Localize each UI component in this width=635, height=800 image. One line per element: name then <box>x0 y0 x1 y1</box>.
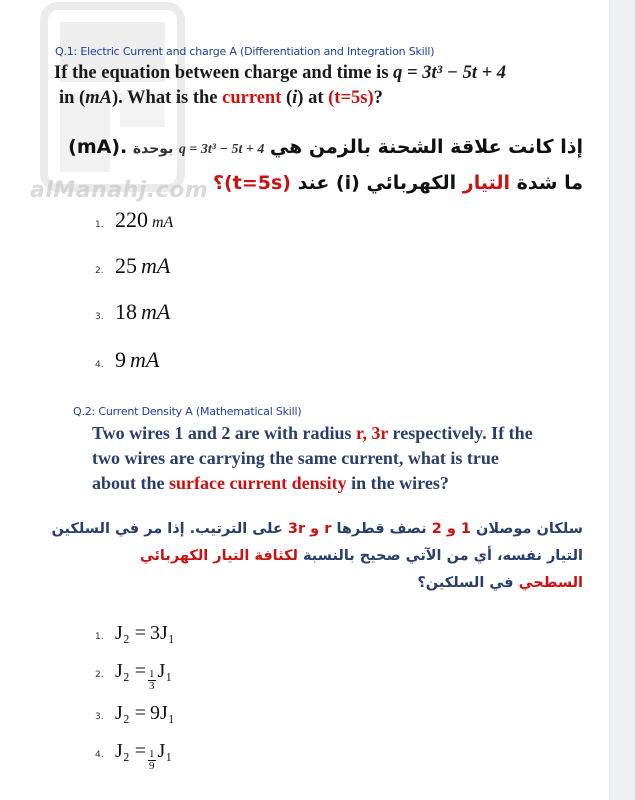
option-value: 9 <box>115 347 126 372</box>
q2-arabic-line-1 <box>51 521 583 537</box>
q2-english-line-1 <box>92 423 533 444</box>
q1-symbol-i: i <box>292 88 298 108</box>
q1-line2-mid3: ) at <box>297 88 329 108</box>
watermark-text: alManahj.com <box>30 178 209 203</box>
option-rhs: J₁ <box>157 660 173 682</box>
option-number: 3. <box>95 712 104 722</box>
q2-ar-line2-a: التيار نفسه، أي من الآتي صحيح بالنسبة <box>303 548 583 564</box>
option-rhs: J₁ <box>160 702 175 724</box>
q1-line2-pre: in ( <box>59 88 86 108</box>
q1-label: Q.1: Electric Current and charge A (Differentiation and Integration Skill) <box>55 45 435 58</box>
option-unit: mA <box>130 347 160 372</box>
fraction-denominator: 9 <box>149 760 155 772</box>
q1-option-2[interactable] <box>95 253 170 279</box>
q1-english-line-1 <box>54 63 506 84</box>
option-lhs: J₂ = <box>115 702 147 724</box>
q1-ar-line2-a: ما شدة <box>516 172 583 194</box>
q1-line2-mid2: ( <box>281 88 293 108</box>
option-coefficient: 3 <box>150 622 161 644</box>
q2-option-2[interactable] <box>95 660 172 692</box>
q1-option-1[interactable] <box>95 207 173 233</box>
q2-keyword-radius: r, 3r <box>356 423 389 443</box>
option-number: 1. <box>95 632 104 642</box>
q1-keyword-time: (t=5s) <box>328 88 374 108</box>
option-number: 4. <box>95 750 104 760</box>
option-value: 18 <box>115 299 137 324</box>
q1-line2-end: ? <box>373 88 383 108</box>
option-coefficient: 9 <box>150 702 161 724</box>
page-right-margin <box>609 0 635 800</box>
q2-arabic-line-3 <box>417 575 583 591</box>
option-value: 220 <box>115 207 148 232</box>
q1-line1-text: If the equation between charge and time is <box>54 63 394 83</box>
option-number: 4. <box>95 360 104 370</box>
q1-arabic-line-1 <box>68 136 583 158</box>
q2-ar-keyword-density: لكثافة التيار الكهربائي <box>139 548 298 564</box>
q1-option-3[interactable] <box>95 299 170 325</box>
q2-line3-a: about the <box>92 473 170 493</box>
option-unit: mA <box>152 214 174 231</box>
option-rhs: J₁ <box>157 740 173 762</box>
q2-line1-a: Two wires 1 and 2 are with radius <box>92 423 357 443</box>
q2-english-line-2: two wires are carrying the same current, what is true <box>92 448 499 468</box>
q2-option-3[interactable] <box>95 702 175 725</box>
q1-ar-unit: (mA). <box>68 136 128 158</box>
option-unit: mA <box>141 299 171 324</box>
q2-line1-b: respectively. If the <box>388 423 533 443</box>
q2-english-line-3 <box>92 473 449 494</box>
q2-ar-line3-b: في السلكين؟ <box>417 575 514 591</box>
option-number: 2. <box>95 266 104 276</box>
q1-unit: mA <box>85 88 112 108</box>
option-lhs: J₂ = <box>115 740 147 762</box>
q1-ar-line2-b: الكهربائي (i) عند <box>297 172 457 194</box>
q2-ar-radius: r و 3r <box>287 521 332 537</box>
option-number: 1. <box>95 220 104 230</box>
fraction-denominator: 3 <box>149 680 155 692</box>
fraction-numerator: 1 <box>149 748 155 760</box>
option-value: 25 <box>115 253 137 278</box>
q2-ar-line1-b: نصف قطرها <box>336 521 427 537</box>
q1-ar-keyword-current: التيار <box>462 172 510 194</box>
q2-option-1[interactable] <box>95 622 175 645</box>
q1-line2-mid: ). What is the <box>111 88 223 108</box>
option-number: 3. <box>95 312 104 322</box>
q1-ar-line1-a: إذا كانت علاقة الشحنة بالزمن هي <box>269 136 583 158</box>
q1-ar-keyword-time: (t=5s)؟ <box>213 172 291 194</box>
q2-label: Q.2: Current Density A (Mathematical Skill) <box>73 405 302 418</box>
option-lhs: J₂ = <box>115 622 147 644</box>
option-unit: mA <box>141 253 171 278</box>
q2-ar-wire-numbers: 1 و 2 <box>431 521 471 537</box>
fraction-numerator: 1 <box>149 668 155 680</box>
q2-ar-line1-a: سلكان موصلان <box>476 521 583 537</box>
q1-ar-line1-b: بوحدة <box>132 141 174 157</box>
q2-arabic-line-2 <box>140 548 583 564</box>
q1-equation: q = 3t³ − 5t + 4 <box>393 63 507 83</box>
q1-ar-equation: q = 3t³ − 5t + 4 <box>178 142 265 157</box>
option-rhs: J₁ <box>160 622 175 644</box>
q2-option-4[interactable] <box>95 740 172 772</box>
option-number: 2. <box>95 670 104 680</box>
option-lhs: J₂ = <box>115 660 147 682</box>
option-fraction <box>148 749 156 772</box>
q2-ar-line1-c: على الترتيب. إذا مر في السلكين <box>51 521 283 537</box>
q1-arabic-line-2 <box>213 172 583 194</box>
option-fraction <box>148 669 156 692</box>
q2-ar-keyword-surface: السطحي <box>518 575 583 591</box>
q1-english-line-2 <box>59 88 383 109</box>
q2-keyword-density: surface current density <box>169 473 347 493</box>
q1-keyword-current: current <box>222 88 282 108</box>
q1-option-4[interactable] <box>95 347 159 373</box>
q2-line3-b: in the wires? <box>346 473 449 493</box>
